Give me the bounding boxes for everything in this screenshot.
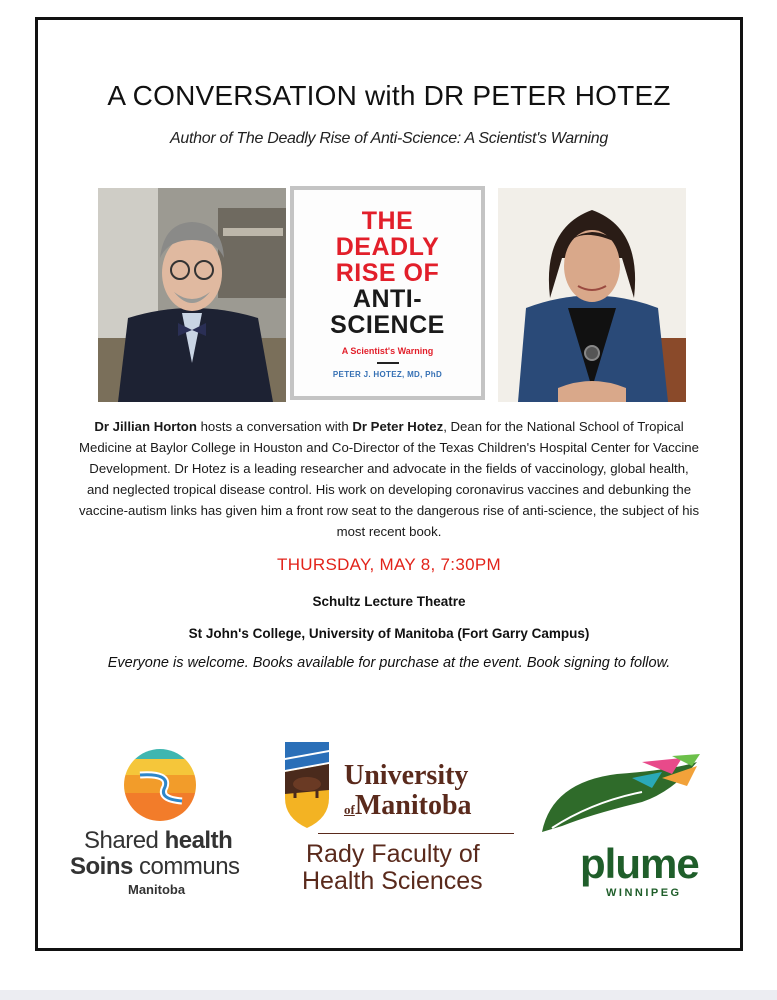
book-title-line: RISE OF [335,259,440,287]
event-date: THURSDAY, MAY 8, 7:30PM [277,555,501,574]
photo-peter-hotez [98,188,286,402]
photo-jillian-horton [498,188,686,402]
book-divider [377,362,399,364]
event-description [78,416,700,542]
um-manitoba-text: ofManitoba [344,790,472,821]
shared-health-line2: Soins communs [70,853,240,880]
um-faculty-line1: Rady Faculty of [306,840,480,868]
shared-health-emblem-icon [120,745,200,825]
book-cover [290,186,485,400]
um-crest-icon [281,738,333,830]
plume-winnipeg-logo [522,752,712,899]
book-title-line: DEADLY [335,233,440,261]
shared-health-line1: Shared health [84,827,233,854]
plume-wordmark: plume [580,840,699,887]
portrait-woman-image [498,188,686,402]
venue-place: St John's College, University of Manitoba (Fort Garry Campus) [188,626,590,641]
book-author: PETER J. HOTEZ, MD, PhD [332,370,443,379]
welcome-note: Everyone is welcome. Books available for purchase at the event. Book signing to follow. [107,655,671,671]
university-of-manitoba-logo [276,738,516,898]
host-name: Dr Jillian Horton [94,419,197,434]
shared-health-line3: Manitoba [128,882,186,897]
plume-city: WINNIPEG [606,887,682,899]
um-university-text: University [344,760,469,791]
book-title-line: ANTI- [352,285,423,313]
book-title-line: SCIENCE [330,311,445,339]
description-text: hosts a conversation with [196,419,353,434]
description-text: , Dean for the National School of Tropical Medicine at Baylor College in Houston and Co-Director of the Texas Children's Hospital Center for Vaccine Development. Dr Hotez is a leading researcher and advocate in the fields of vaccinology, global health, and neglected tropical disease control. His work on developing coronavirus vaccines and debunking the vaccine-autism links has given him a front row seat to the dangerous rise of anti-science, the subject of his most recent book. [78,419,700,539]
um-divider [318,833,514,834]
book-title-line: THE [361,207,414,235]
guest-name: Dr Peter Hotez [352,419,444,434]
poster-subtitle: Author of The Deadly Rise of Anti-Science: A Scientist's Warning [170,130,608,147]
book-subtitle: A Scientist's Warning [341,346,434,356]
plume-feather-icon [522,752,712,847]
book-title [294,208,481,338]
um-faculty-line2: Health Sciences [302,867,483,895]
poster-title: A CONVERSATION with DR PETER HOTEZ [107,80,671,111]
poster-frame [35,17,743,951]
venue-room: Schultz Lecture Theatre [312,594,466,609]
shared-health-logo [68,745,253,895]
portrait-man-image [98,188,286,402]
